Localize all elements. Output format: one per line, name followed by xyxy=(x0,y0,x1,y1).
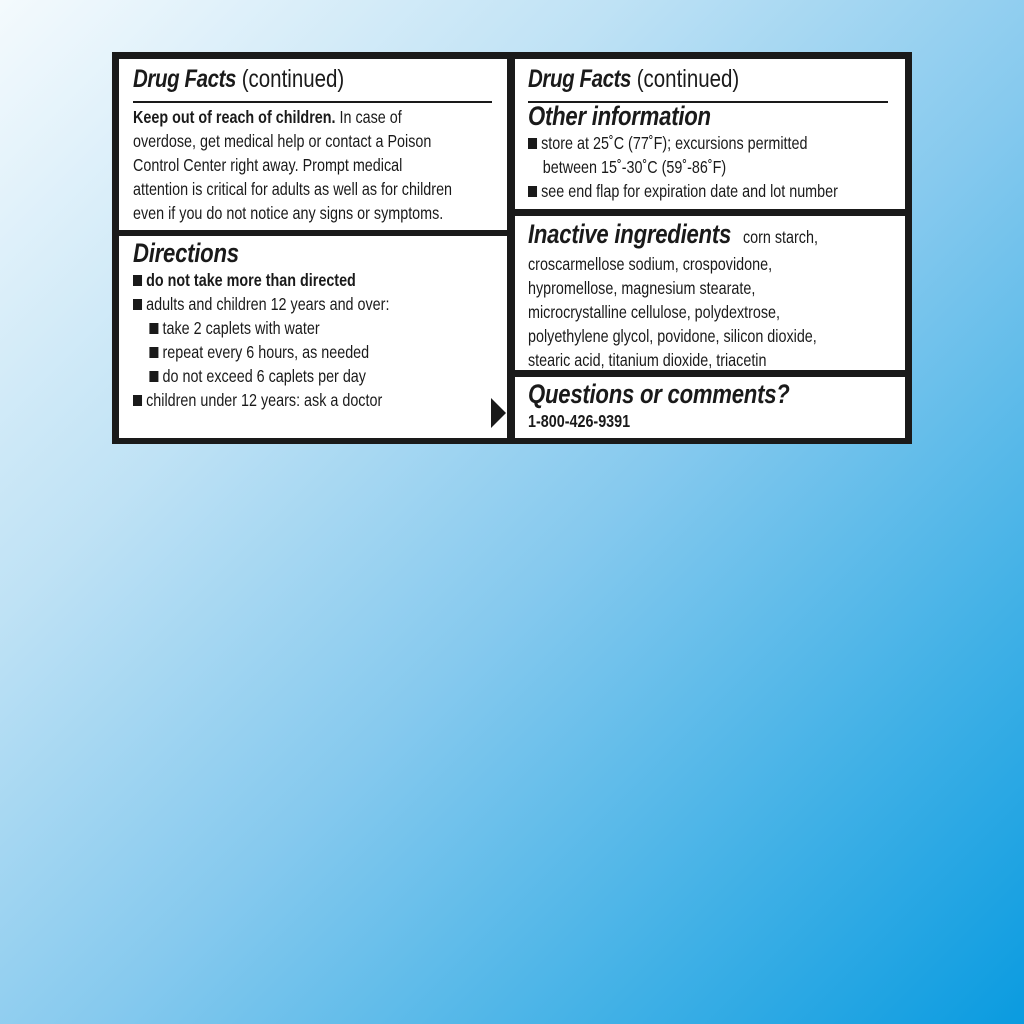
other-info-item-continued: between 15˚-30˚C (59˚-86˚F) xyxy=(542,157,727,177)
bullet-icon xyxy=(149,347,158,358)
bullet-icon xyxy=(133,395,142,406)
inactive-ingredients-title: Inactive ingredients xyxy=(528,219,732,249)
warning-line: Keep out of reach of children. In case of xyxy=(133,107,402,127)
bullet-icon xyxy=(149,371,158,382)
other-information-title: Other information xyxy=(528,101,711,131)
direction-item: adults and children 12 years and over: xyxy=(133,292,389,316)
questions-title: Questions or comments? xyxy=(528,379,790,409)
ingredient-line: stearic acid, titanium dioxide, triacetin xyxy=(528,350,767,370)
ingredient-line: microcrystalline cellulose, polydextrose, xyxy=(528,302,781,322)
ingredient-line: hypromellose, magnesium stearate, xyxy=(528,278,756,298)
bullet-icon xyxy=(133,299,142,310)
other-info-item: see end flap for expiration date and lot number xyxy=(528,179,838,203)
direction-subitem: repeat every 6 hours, as needed xyxy=(133,340,389,364)
warning-line: Control Center right away. Prompt medical xyxy=(133,155,403,175)
drug-facts-label xyxy=(112,52,912,444)
bullet-icon xyxy=(149,323,158,334)
drug-facts-header: Drug Facts (continued) xyxy=(133,65,345,93)
ingredient-line: croscarmellose sodium, crospovidone, xyxy=(528,254,773,274)
direction-item: do not take more than directed xyxy=(133,268,389,292)
directions-title: Directions xyxy=(133,238,239,268)
other-information-panel xyxy=(515,59,905,209)
continue-arrow-icon xyxy=(491,398,506,428)
direction-subitem: do not exceed 6 caplets per day xyxy=(133,364,389,388)
warning-line: overdose, get medical help or contact a Poison xyxy=(133,131,432,151)
drug-facts-header: Drug Facts (continued) xyxy=(528,65,740,93)
phone-number: 1-800-426-9391 xyxy=(528,411,631,431)
bullet-icon xyxy=(528,186,537,197)
inactive-ingredients-first-line: Inactive ingredients corn starch, xyxy=(528,219,818,249)
other-info-item: store at 25˚C (77˚F); excursions permitted xyxy=(528,131,838,155)
warnings-panel xyxy=(119,59,507,230)
warning-line: even if you do not notice any signs or symptoms. xyxy=(133,203,444,223)
ingredient-line: polyethylene glycol, povidone, silicon dioxide, xyxy=(528,326,817,346)
direction-item: children under 12 years: ask a doctor xyxy=(133,388,389,412)
direction-subitem: take 2 caplets with water xyxy=(133,316,389,340)
bullet-icon xyxy=(133,275,142,286)
inactive-ingredients-panel xyxy=(515,216,905,370)
warning-line: attention is critical for adults as well as for children xyxy=(133,179,453,199)
directions-panel xyxy=(119,236,507,438)
bullet-icon xyxy=(528,138,537,149)
questions-panel xyxy=(515,377,905,438)
